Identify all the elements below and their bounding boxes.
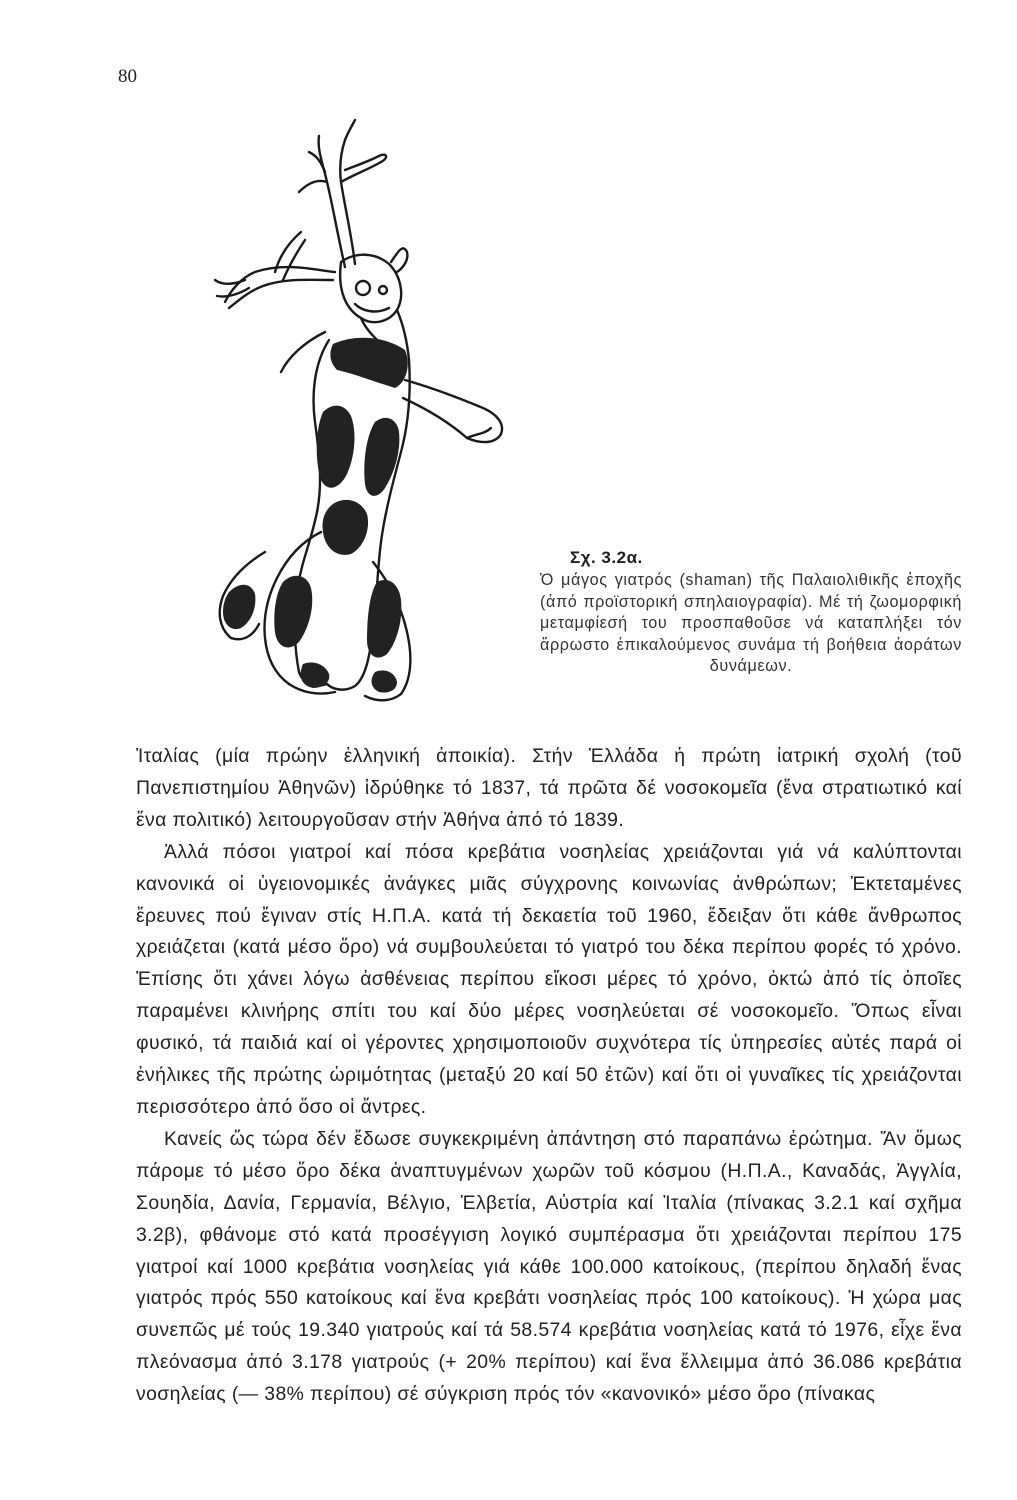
shaman-figure-illustration (205, 112, 535, 712)
paragraph: Ἰταλίας (μία πρώην ἑλληνική ἀποικία). Στήν Ἑλλάδα ἡ πρώτη ἰατρική σχολή (τοῦ Πανεπιστημίου Ἀθηνῶν) ἱδρύθηκε τό 1837, τά πρῶτα δέ νοσοκομεῖα (ἕνα στρατιωτικό καί ἕνα πολιτικό) λειτουργοῦσαν στήν Ἀθήνα ἀπό τό 1839. (136, 745, 962, 831)
figure-caption-text: Ὁ μάγος γιατρός (shaman) τῆς Παλαιολιθικῆς ἐποχῆς (ἀπό προϊστορική σπηλαιογραφία). Μέ τή ζωομορφική μεταμφίεσή του προσπαθοῦσε νά καταπλήξει τόν ἄρρωστο ἐπικαλούμενος συνάμα τή βοήθεια ἀοράτων δυνάμεων. (540, 571, 962, 675)
paragraph: Ἀλλά πόσοι γιατροί καί πόσα κρεβάτια νοσηλείας χρειάζονται γιά νά καλύπτονται κανονικά οἱ ὑγειονομικές ἀνάγκες μιᾶς σύγχρονης κοινωνίας ἀνθρώπων; Ἐκτεταμένες ἔρευνες πού ἔγιναν στίς Η.Π.Α. κατά τή δεκαετία τοῦ 1960, ἔδειξαν ὅτι κάθε ἄνθρωπος χρειάζεται (κατά μέσο ὅρο) νά συμβουλεύεται τό γιατρό του δέκα περίπου φορές τό χρόνο. Ἐπίσης ὅτι χάνει λόγω ἀσθένειας περίπου εἴκοσι μέρες τό χρόνο, ὀκτώ ἀπό τίς ὁποῖες παραμένει κλινήρης σπίτι του καί δύο μέρες νοσηλεύεται σέ νοσοκομεῖο. Ὅπως εἶναι φυσικό, τά παιδιά καί οἱ γέροντες χρησιμοποιοῦν συχνότερα τίς ὑπηρεσίες αὐτές παρά οἱ ἐνήλικες τῆς πρώτης ὡριμότητας (μεταξύ 20 καί 50 ἐτῶν) καί ὅτι οἱ γυναῖκες τίς χρειάζονται περισσότερο ἀπό ὅσο οἱ ἄντρες. (136, 840, 962, 1118)
body-text (136, 741, 962, 1411)
page-number: 80 (118, 66, 137, 87)
figure-caption (540, 548, 962, 678)
paragraph: Κανείς ὥς τώρα δέν ἔδωσε συγκεκριμένη ἀπάντηση στό παραπάνω ἐρώτημα. Ἄν ὅμως πάρομε τό μέσο ὅρο δέκα ἀναπτυγμένων χωρῶν τοῦ κόσμου (Η.Π.Α., Καναδάς, Ἀγγλία, Σουηδία, Δανία, Γερμανία, Βέλγιο, Ἑλβετία, Αὐστρία καί Ἰταλία (πίνακας 3.2.1 καί σχῆμα 3.2β), φθάνομε στό κατά προσέγγιση λογικό συμπέρασμα ὅτι χρειάζονται περίπου 175 γιατροί καί 1000 κρεβάτια νοσηλείας γιά κάθε 100.000 κατοίκους, (περίπου δηλαδή ἕνας γιατρός πρός 550 κατοίκους καί ἕνα κρεβάτι νοσηλείας πρός 100 κατοίκους). Ἡ χώρα μας συνεπῶς μέ τούς 19.340 γιατρούς καί τά 58.574 κρεβάτια νοσηλείας κατά τό 1976, εἶχε ἕνα πλεόνασμα ἀπό 3.178 γιατρούς (+ 20% περίπου) καί ἕνα ἔλλειμμα ἀπό 36.086 κρεβάτια νοσηλείας (— 38% περίπου) σέ σύγκριση πρός τόν «κανονικό» μέσο ὅρο (πίνακας (136, 1127, 962, 1406)
shaman-drawing (205, 112, 535, 712)
figure-label: Σχ. 3.2α. (570, 548, 643, 567)
